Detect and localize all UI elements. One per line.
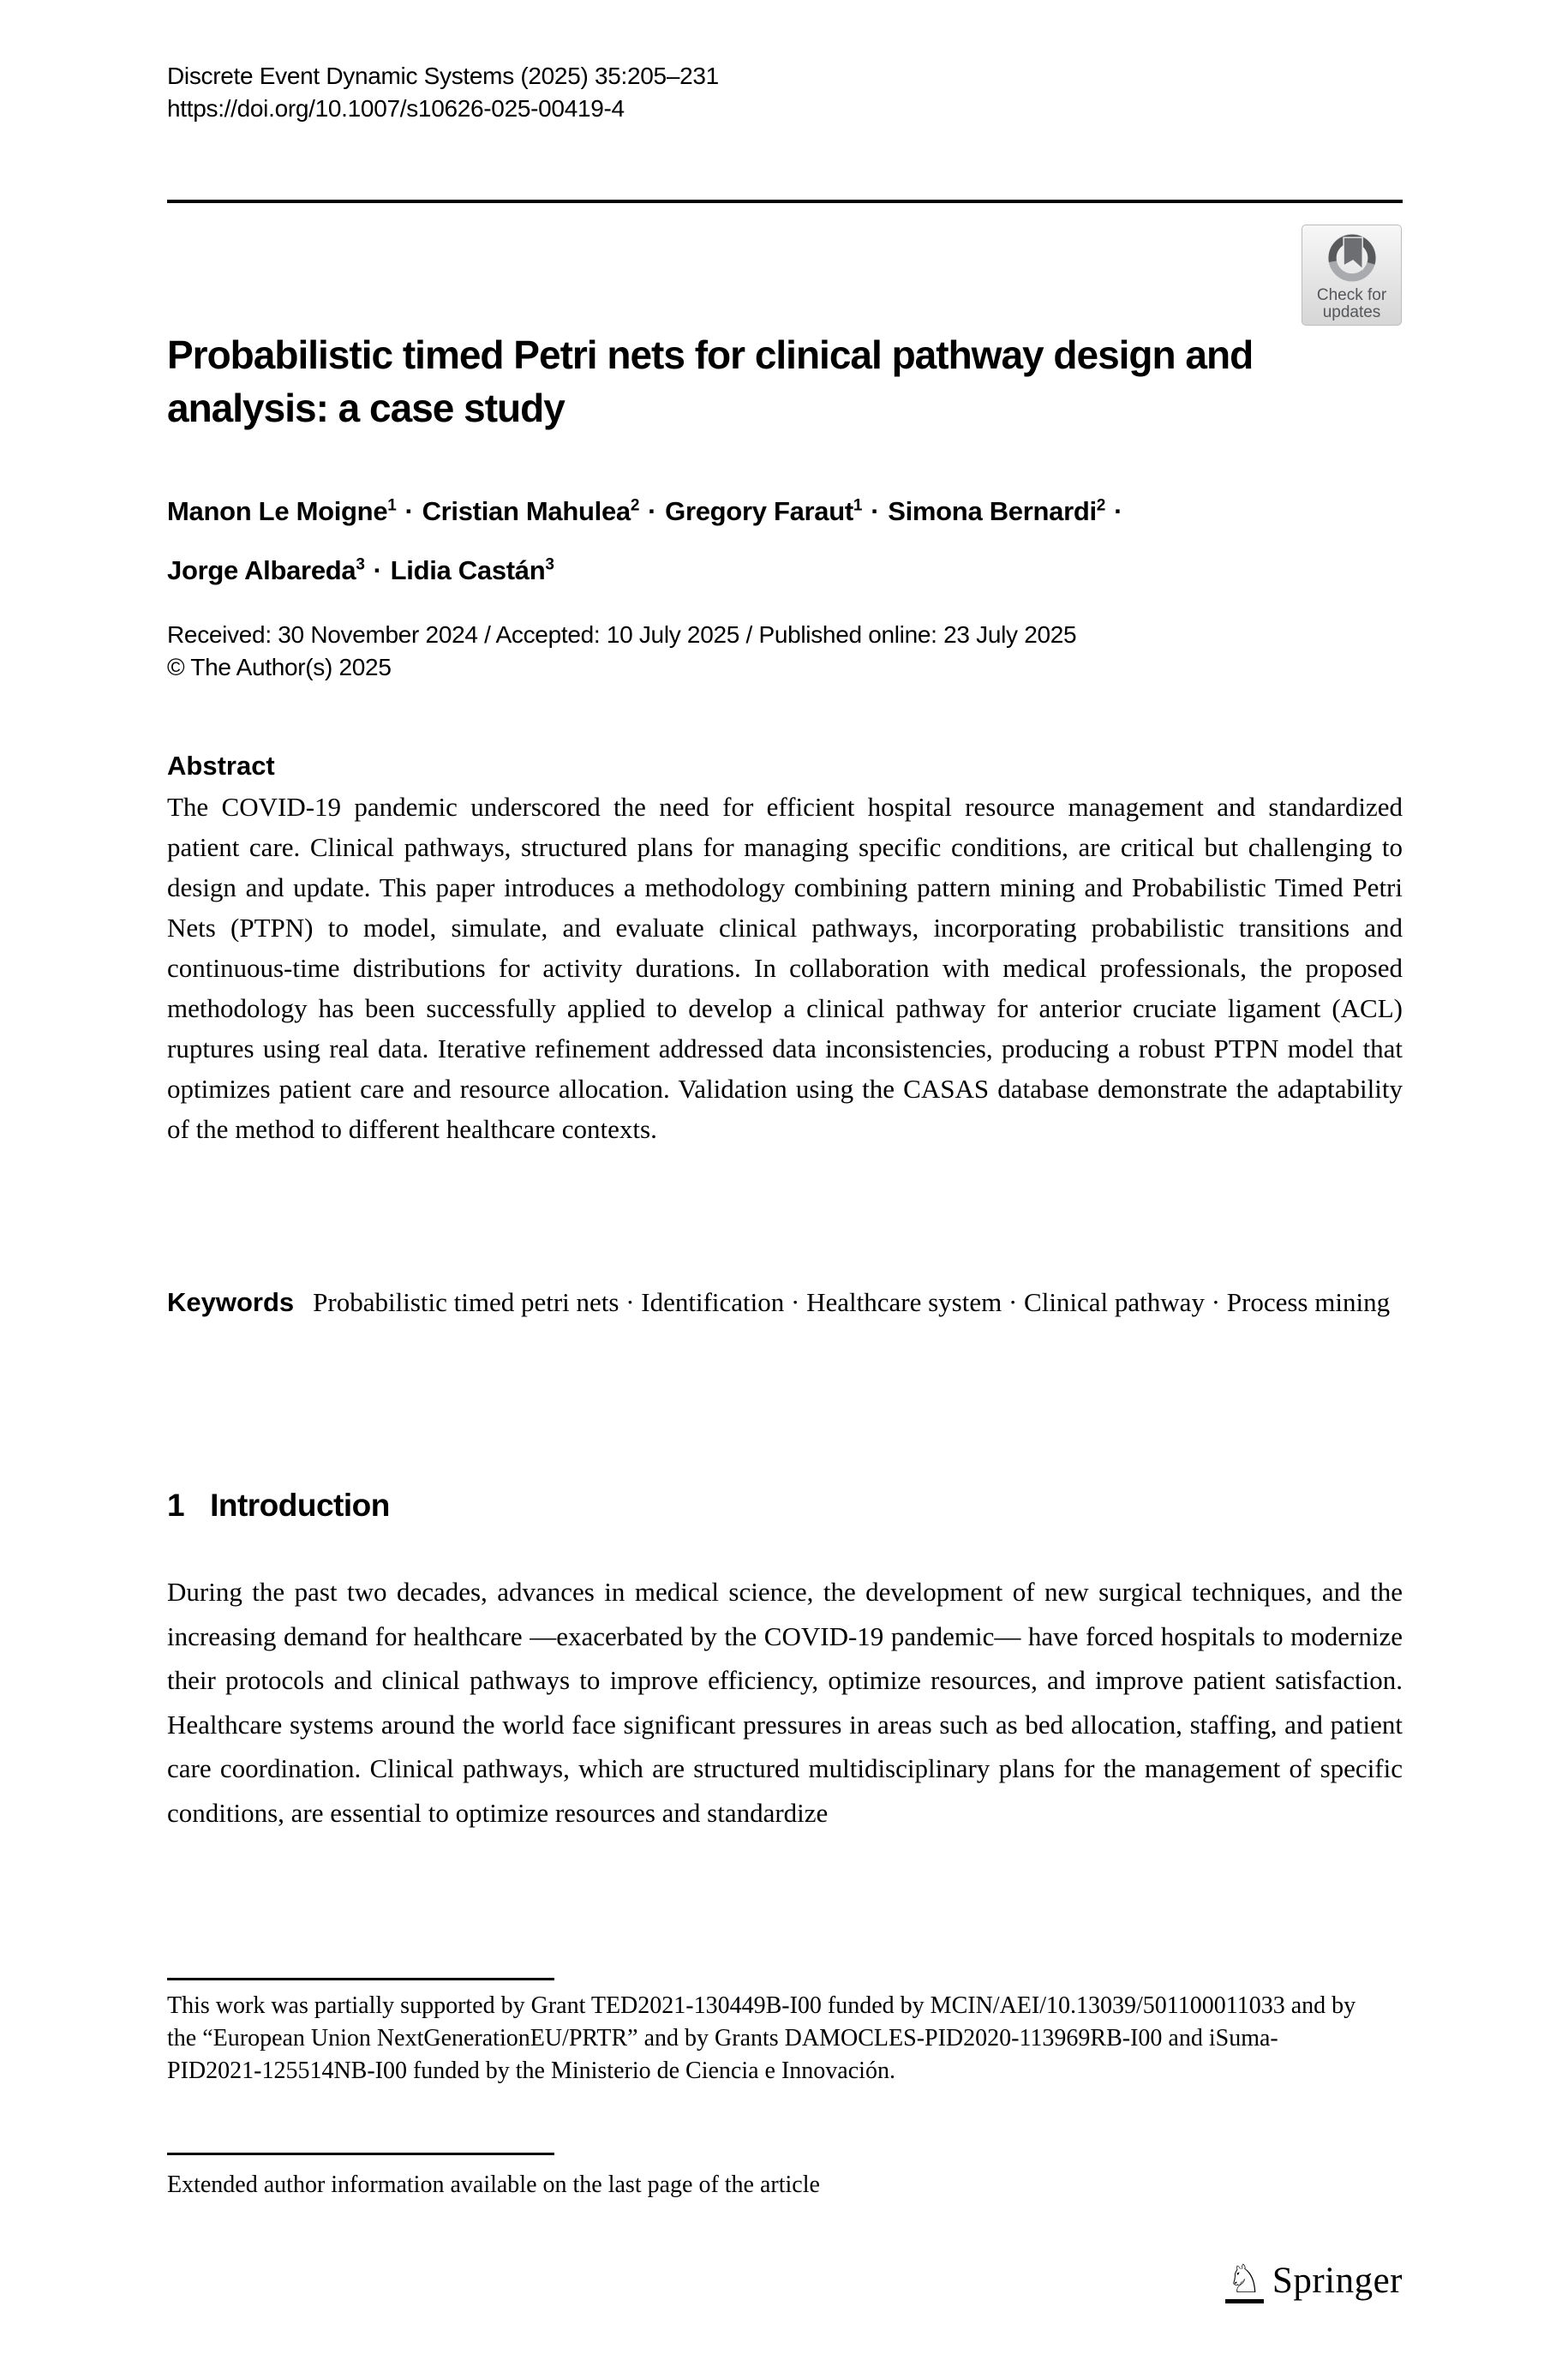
badge-label-line1: Check for <box>1316 286 1387 304</box>
history-line: Received: 30 November 2024 / Accepted: 10 July 2025 / Published online: 23 July 2025 <box>167 621 1077 648</box>
author-sup: 2 <box>1096 497 1106 515</box>
author-separator: · <box>404 496 414 527</box>
abstract-heading: Abstract <box>167 751 275 781</box>
author-sup: 1 <box>853 497 863 515</box>
author-name: Gregory Faraut$^1$ <box>665 496 863 527</box>
article-title: Probabilistic timed Petri nets for clinical pathway design and analysis: a case study <box>167 332 1254 430</box>
springer-knight-icon: ♘ <box>1226 2255 1262 2302</box>
keywords-label: Keywords <box>167 1287 295 1317</box>
page-header <box>167 60 719 125</box>
keywords-line <box>167 1282 1403 1322</box>
author-name: Cristian Mahulea$^2$ <box>422 496 640 527</box>
author-name: Lidia Castán$^3$ <box>390 554 554 585</box>
author-name: Jorge Albareda$^3$ <box>167 554 365 585</box>
springer-logo <box>1225 2255 1403 2303</box>
authors-block <box>167 480 1403 597</box>
author-separator: · <box>871 496 880 527</box>
author-separator: · <box>373 554 382 585</box>
extended-info-footnote: Extended author information available on the last page of the article <box>167 2171 820 2198</box>
author-separator: · <box>1114 496 1123 527</box>
author-sup: 3 <box>545 555 554 574</box>
author-sup: 2 <box>630 497 640 515</box>
copyright-line: © The Author(s) 2025 <box>167 654 392 680</box>
footnote-rule-2 <box>167 2153 554 2155</box>
section-title: Introduction <box>210 1488 390 1523</box>
springer-wordmark: Springer <box>1272 2261 1403 2301</box>
crossmark-icon <box>1324 232 1380 285</box>
abstract-body: The COVID-19 pandemic underscored the need for efficient hospital resource management and standardized patient care. Clinical pathways, structured plans for managing specific conditions, are critical but challenging to design and update. This paper introduces a methodology combining pattern mining and Probabilistic Timed Petri Nets (PTPN) to model, simulate, and evaluate clinical pathways, incorporating probabilistic transitions and continuous-time distributions for activity durations. In collaboration with medical professionals, the proposed methodology has been successfully applied to develop a clinical pathway for anterior cruciate ligament (ACL) ruptures using real data. Iterative refinement addressed data inconsistencies, producing a robust PTPN model that optimizes patient care and resource allocation. Validation using the CASAS database demonstrate the adaptability of the method to different healthcare contexts. <box>167 792 1403 1144</box>
footnote-rule <box>167 1978 554 1980</box>
keywords-text: Probabilistic timed petri nets · Identification · Healthcare system · Clinical pathway · Process mining <box>313 1287 1391 1317</box>
header-rule <box>167 200 1403 203</box>
author-name: Simona Bernardi$^2$ <box>888 496 1106 527</box>
author-sup: 1 <box>387 497 397 515</box>
check-updates-badge[interactable] <box>1302 225 1402 326</box>
author-name: Manon Le Moigne$^1$ <box>167 496 397 527</box>
funding-footnote: This work was partially supported by Grant TED2021-130449B-I00 funded by MCIN/AEI/10.13039/501100011033 and by the “European Union NextGenerationEU/PRTR” and by Grants DAMOCLES-PID2020-113969RB-I00 and iSuma-PID2021-125514NB-I00 funded by the Ministerio de Ciencia e Innovación. <box>167 1992 1356 2084</box>
author-separator: · <box>648 496 657 527</box>
author-sup: 3 <box>356 555 365 574</box>
article-history <box>167 619 1076 684</box>
doi-line[interactable]: https://doi.org/10.1007/s10626-025-00419-4 <box>167 95 625 122</box>
section-heading <box>167 1488 390 1524</box>
intro-paragraph: During the past two decades, advances in medical science, the development of new surgical techniques, and the increasing demand for healthcare —exacerbated by the COVID-19 pandemic— have forced hospitals to modernize their protocols and clinical pathways to improve efficiency, optimize resources, and improve patient satisfaction. Healthcare systems around the world face significant pressures in areas such as bed allocation, staffing, and patient care coordination. Clinical pathways, which are structured multidisciplinary plans for the management of specific conditions, are essential to optimize resources and standardize <box>167 1577 1403 1828</box>
journal-line: Discrete Event Dynamic Systems (2025) 35:205–231 <box>167 63 719 89</box>
section-number: 1 <box>167 1488 185 1523</box>
badge-label-line2: updates <box>1322 303 1381 321</box>
